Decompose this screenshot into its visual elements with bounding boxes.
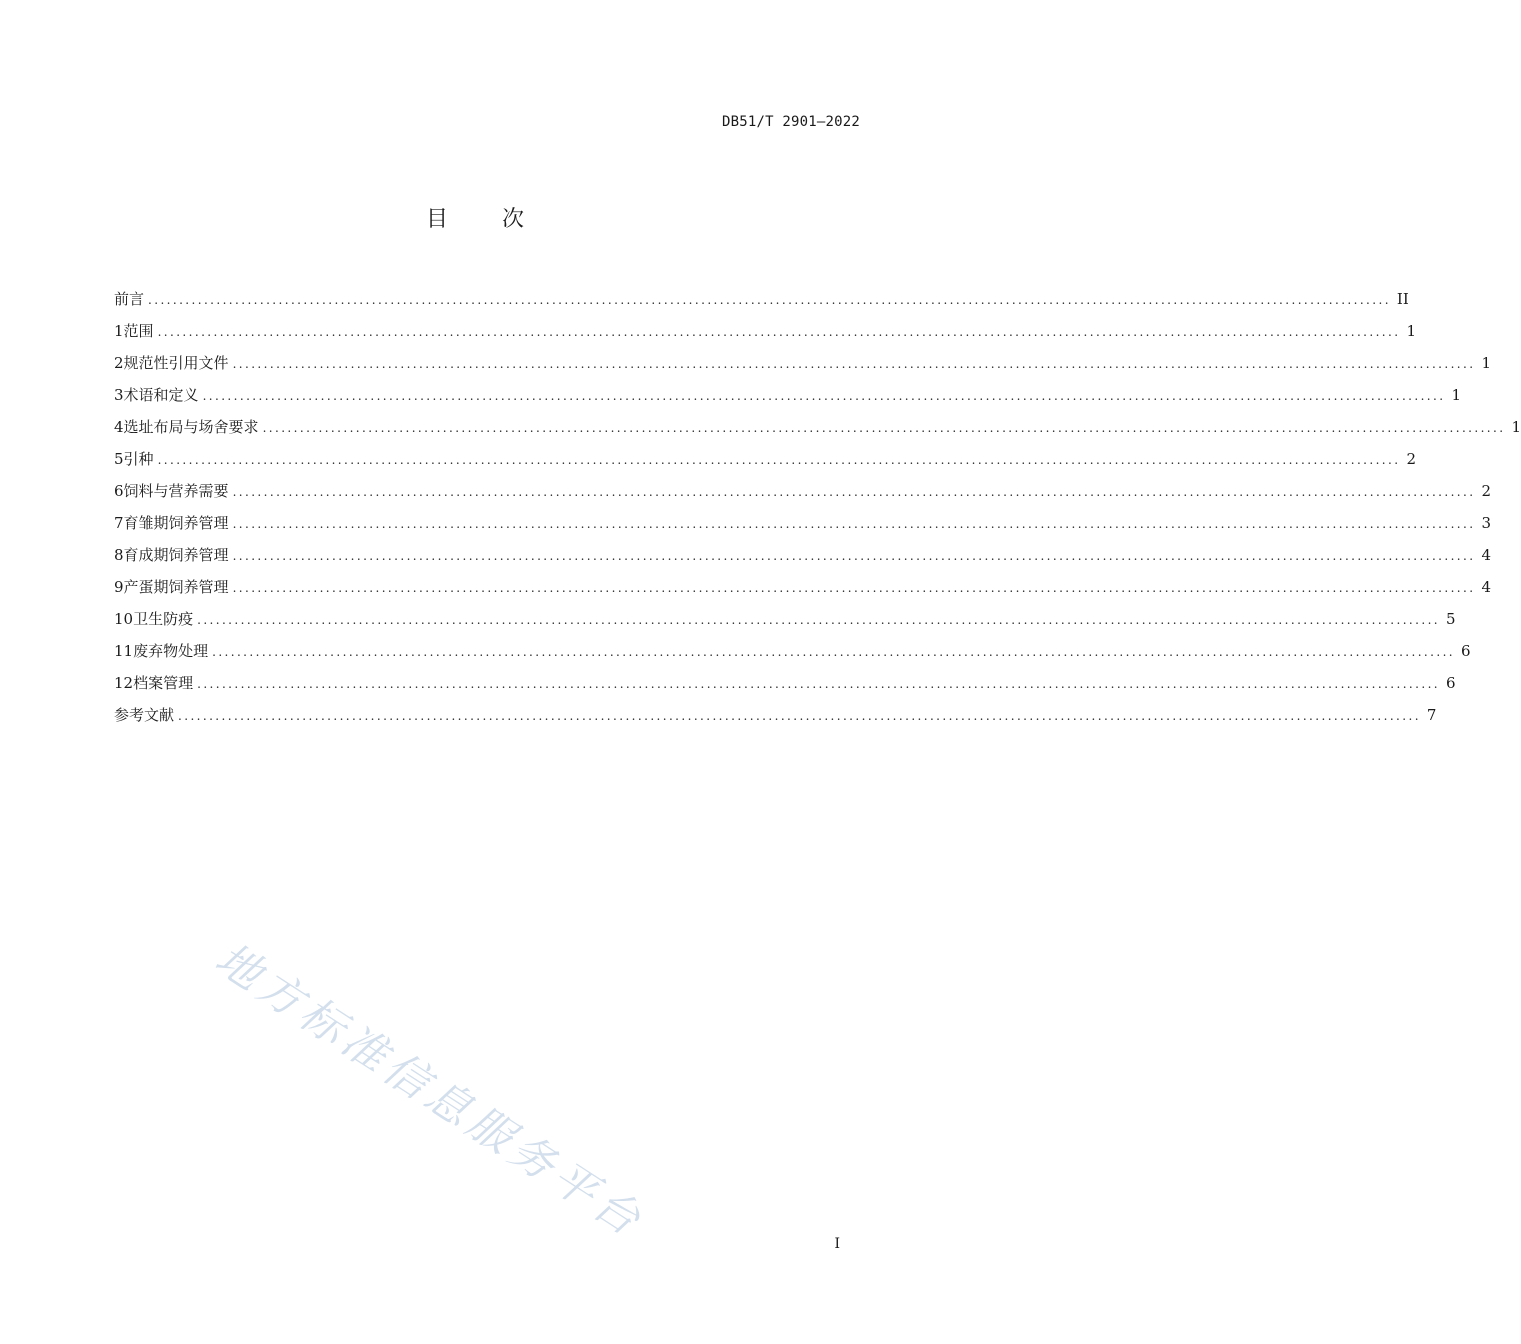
dot-leader: ........................................................................................................................................................................................................ xyxy=(262,421,1506,435)
toc-entry-page: 4 xyxy=(1481,578,1491,596)
toc-entry-label: 档案管理 xyxy=(133,674,194,692)
toc-entry-label: 范围 xyxy=(123,322,154,340)
toc-entry-1[interactable] xyxy=(114,320,1416,352)
toc-entry-page: 1 xyxy=(1511,418,1521,436)
dot-leader: ........................................................................................................................................................................................................ xyxy=(232,517,1476,531)
page-title xyxy=(0,202,950,233)
title-part-1: 目 xyxy=(425,207,448,232)
toc-entry-label: 规范性引用文件 xyxy=(123,354,229,372)
toc-entry-number: 10 xyxy=(114,610,134,628)
toc-entry-page: 7 xyxy=(1426,706,1437,724)
title-part-2: 次 xyxy=(502,207,525,232)
dot-leader: ........................................................................................................................................................................................................ xyxy=(232,549,1476,563)
dot-leader: ........................................................................................................................................................................................................ xyxy=(148,293,1391,307)
toc-entry-number: 2 xyxy=(114,354,124,372)
toc-entry-page: 4 xyxy=(1481,546,1491,564)
toc-entry-number: 11 xyxy=(114,642,134,660)
toc-entry-7[interactable] xyxy=(114,512,1491,544)
toc-entry-number: 1 xyxy=(114,322,124,340)
toc-entry-references[interactable] xyxy=(114,704,1437,736)
dot-leader: ........................................................................................................................................................................................................ xyxy=(212,645,1455,659)
toc-entry-label: 卫生防疫 xyxy=(133,610,194,628)
toc-entry-number: 7 xyxy=(114,514,124,532)
toc-entry-label: 饲料与营养需要 xyxy=(123,482,229,500)
dot-leader: ........................................................................................................................................................................................................ xyxy=(178,709,1421,723)
toc-entry-page: 1 xyxy=(1406,322,1416,340)
page-number: I xyxy=(834,1236,840,1252)
toc-entry-2[interactable] xyxy=(114,352,1491,384)
toc-entry-number: 8 xyxy=(114,546,124,564)
dot-leader: ........................................................................................................................................................................................................ xyxy=(232,581,1476,595)
toc-entry-6[interactable] xyxy=(114,480,1491,512)
toc-entry-10[interactable] xyxy=(114,608,1456,640)
toc-entry-page: 6 xyxy=(1446,674,1456,692)
toc-entry-11[interactable] xyxy=(114,640,1471,672)
toc-entry-12[interactable] xyxy=(114,672,1456,704)
table-of-contents xyxy=(114,288,1521,736)
toc-entry-8[interactable] xyxy=(114,544,1491,576)
toc-entry-page: 2 xyxy=(1406,450,1416,468)
toc-entry-label: 参考文献 xyxy=(114,706,175,724)
toc-entry-number: 6 xyxy=(114,482,124,500)
watermark: 地方标准信息服务平台 xyxy=(206,933,654,1249)
toc-entry-label: 育成期饲养管理 xyxy=(123,546,229,564)
toc-entry-page: 6 xyxy=(1461,642,1471,660)
document-id: DB51/T 2901—2022 xyxy=(721,114,860,130)
toc-entry-label: 选址布局与场舍要求 xyxy=(123,418,259,436)
toc-entry-page: 1 xyxy=(1481,354,1491,372)
toc-entry-foreword[interactable] xyxy=(114,288,1409,320)
toc-entry-4[interactable] xyxy=(114,416,1521,448)
toc-entry-number: 12 xyxy=(114,674,134,692)
dot-leader: ........................................................................................................................................................................................................ xyxy=(202,389,1446,403)
toc-entry-3[interactable] xyxy=(114,384,1461,416)
toc-entry-number: 4 xyxy=(114,418,124,436)
toc-entry-number: 9 xyxy=(114,578,124,596)
toc-entry-page: 2 xyxy=(1481,482,1491,500)
toc-entry-page: 1 xyxy=(1451,386,1461,404)
dot-leader: ........................................................................................................................................................................................................ xyxy=(157,325,1401,339)
toc-entry-label: 产蛋期饲养管理 xyxy=(123,578,229,596)
dot-leader: ........................................................................................................................................................................................................ xyxy=(157,453,1401,467)
toc-entry-number: 3 xyxy=(114,386,124,404)
toc-entry-page: 3 xyxy=(1481,514,1491,532)
toc-entry-page: 5 xyxy=(1446,610,1456,628)
toc-entry-number: 5 xyxy=(114,450,124,468)
dot-leader: ........................................................................................................................................................................................................ xyxy=(197,677,1440,691)
dot-leader: ........................................................................................................................................................................................................ xyxy=(232,485,1476,499)
toc-entry-label: 废弃物处理 xyxy=(133,642,209,660)
dot-leader: ........................................................................................................................................................................................................ xyxy=(232,357,1476,371)
toc-entry-label: 引种 xyxy=(123,450,154,468)
toc-entry-page: II xyxy=(1396,290,1409,308)
dot-leader: ........................................................................................................................................................................................................ xyxy=(197,613,1440,627)
toc-entry-9[interactable] xyxy=(114,576,1491,608)
toc-entry-5[interactable] xyxy=(114,448,1416,480)
toc-entry-label: 育雏期饲养管理 xyxy=(123,514,229,532)
toc-entry-label: 前言 xyxy=(114,290,145,308)
toc-entry-label: 术语和定义 xyxy=(123,386,199,404)
